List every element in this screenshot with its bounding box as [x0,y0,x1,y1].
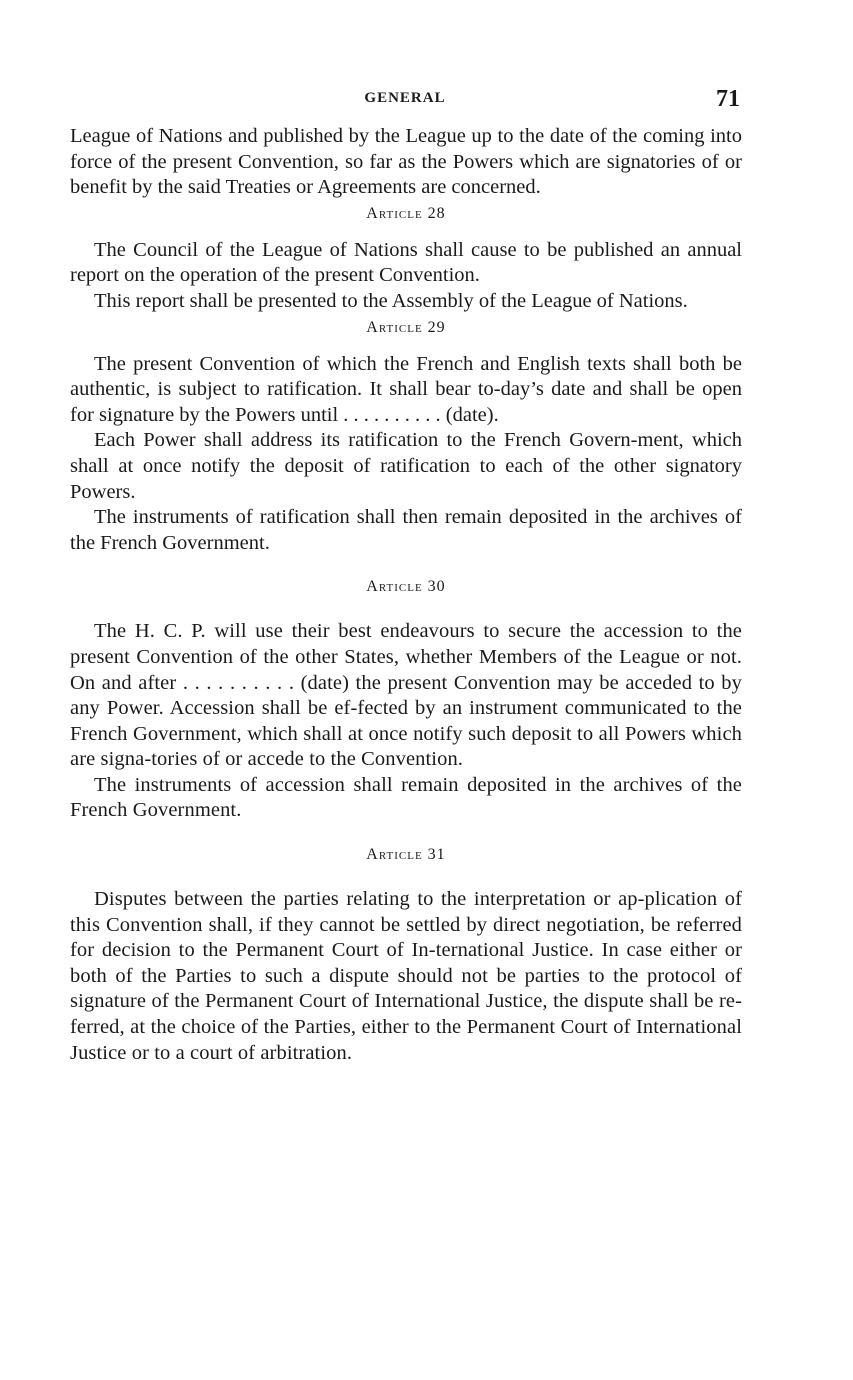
continuation-paragraph: League of Nations and published by the League up to the date of the coming into force of the present Convention, so far as the Powers which are signatories of or benefit by the said Treaties or Agreements are concerned. [70,125,742,199]
article-paragraph: The present Convention of which the French and English texts shall both be authentic, is subject to ratification. It shall bear to-day’s date and shall be open for signature by the Powers until . . . . . . . . . . (date). [70,352,742,426]
article-heading: Article 29 [366,318,446,336]
article-heading: Article 30 [366,578,446,596]
article-paragraph: The H. C. P. will use their best endeavours to secure the accession to the present Convention of the other States, whether Members of the League or not. On and after . . . . . . . . . . (date) the present Convention may be acceded to by any Power. Accession shall be ef-fected by an instrument communicated to the French Government, which shall at once notify such deposit to all Powers which are signa-tories of or accede to the Convention. [70,620,742,771]
article-paragraph: This report shall be presented to the Assembly of the League of Nations. [94,289,688,312]
running-title: GENERAL [364,90,446,106]
running-header [70,86,740,116]
article-paragraph: The Council of the League of Nations shall cause to be published an annual report on the operation of the present Convention. [70,238,742,287]
article-29 [70,315,742,557]
article-30 [70,556,742,824]
page-number: 71 [716,86,740,112]
article-31 [70,824,742,1066]
article-paragraph: The instruments of accession shall remain deposited in the archives of the French Government. [70,773,742,822]
article-paragraph: Disputes between the parties relating to the interpretation or ap-plication of this Convention shall, if they cannot be settled by direct negotiation, be referred for decision to the Permanent Court of In-ternational Justice. In case either or both of the Parties to such a dispute should not be parties to the protocol of signature of the Permanent Court of International Justice, the dispute shall be re-ferred, at the choice of the Parties, either to the Permanent Court of International Justice or to a court of arbitration. [70,888,742,1064]
article-heading: Article 28 [366,204,446,222]
article-paragraph: The instruments of ratification shall then remain deposited in the archives of the French Government. [70,506,742,554]
article-heading: Article 31 [366,846,446,864]
article-28 [70,201,742,315]
article-paragraph: Each Power shall address its ratification to the French Govern-ment, which shall at once notify the deposit of ratification to each of the other signatory Powers. [70,429,742,503]
body-text [70,124,742,1066]
